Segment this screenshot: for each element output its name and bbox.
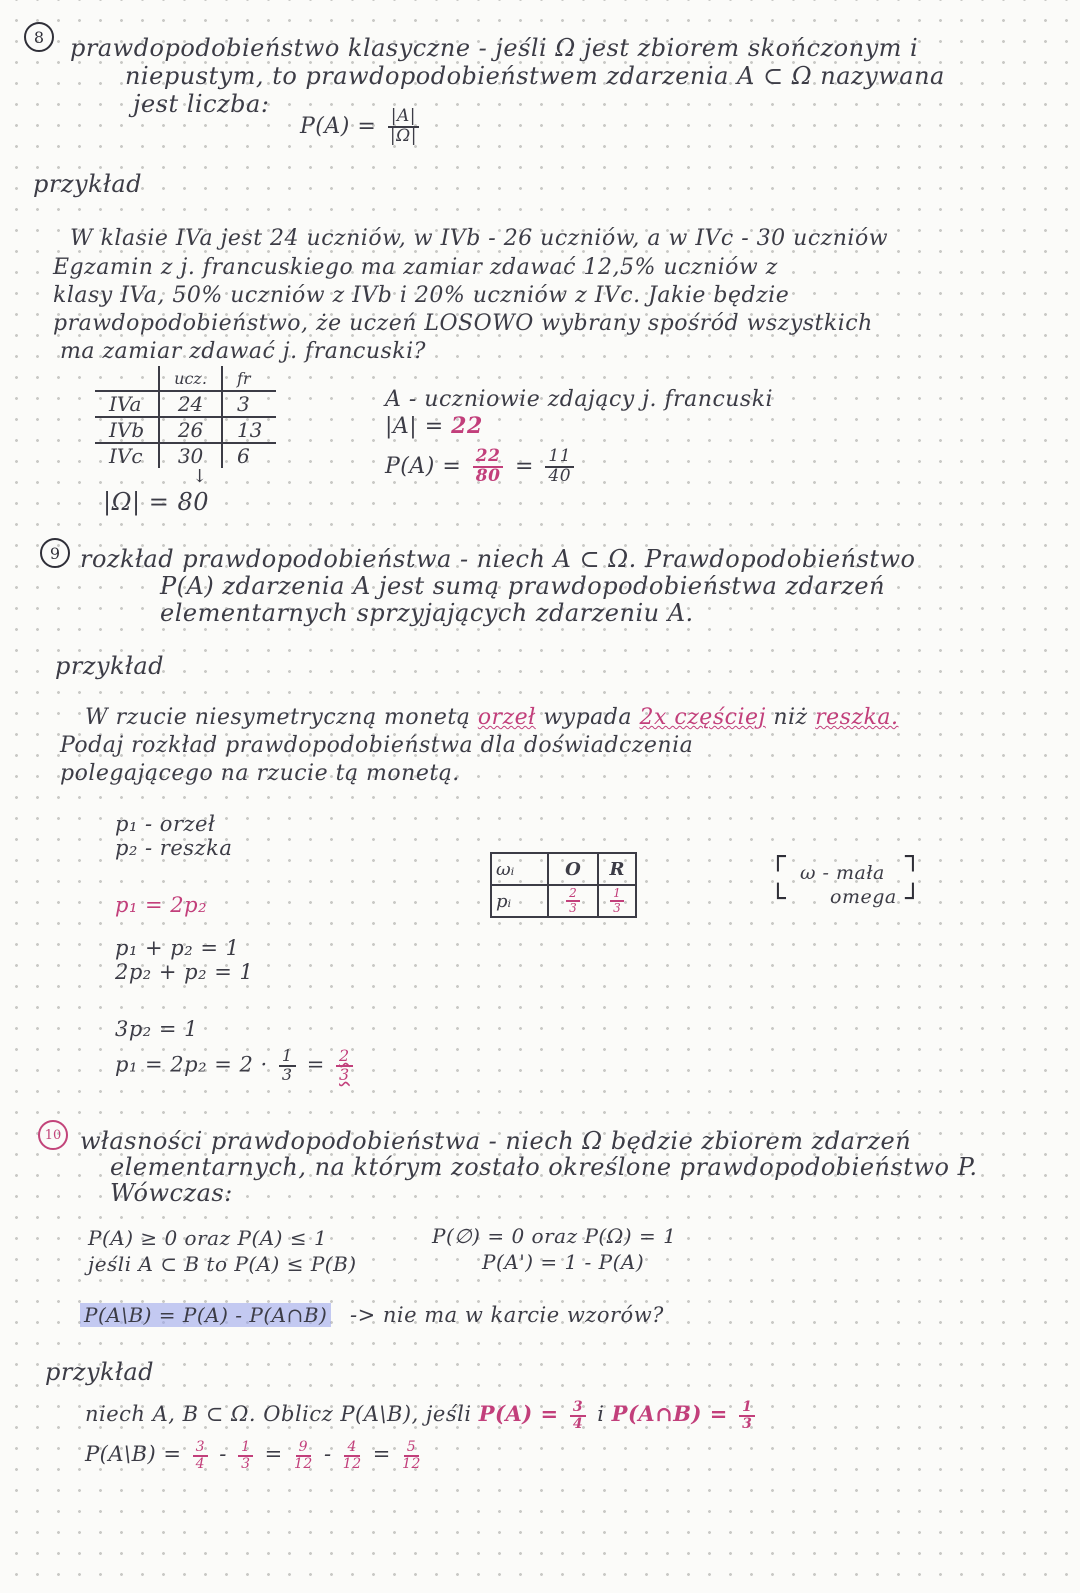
table-cell: IVa [95,391,159,417]
table-cell: O [548,853,598,885]
numerator: 2 [336,1048,353,1067]
twice-more-often: 2x częściej [639,705,766,730]
bracket-bottom-left: └ [770,884,786,914]
equation-d: 3p₂ = 1 [115,1017,199,1041]
table-cell: pᵢ [491,885,548,917]
example-3-heading: przykład [45,1358,155,1386]
equation-c: 2p₂ + p₂ = 1 [115,960,254,984]
table-cell: ωᵢ [491,853,548,885]
omega-note-1: ω - mała [800,862,885,884]
numerator: 1 [238,1440,253,1457]
section-number-8: 8 [24,22,54,52]
table-cell: 26 [159,417,222,443]
ex3-task-prefix: niech A, B ⊂ Ω. Oblicz P(A\B), jeśli [85,1402,472,1427]
omega-note-2: omega [830,886,897,908]
ex1-line-3: klasy IVa, 50% uczniów z IVb i 20% uczniów z IVc. Jakie będzie [53,283,790,308]
ex3-task [85,1400,759,1431]
denominator: 3 [281,1064,293,1084]
ex2-line1-mid: wypada [543,705,632,730]
prob-fraction-1 [473,448,504,486]
p2-definition: p₂ - reszka [115,836,233,860]
def8-formula [300,108,423,146]
prob-fraction-2 [545,448,574,486]
given-2-fraction [739,1400,755,1431]
minus: - [219,1442,227,1467]
equation-b: p₁ + p₂ = 1 [115,936,240,960]
property-4: P(A') = 1 - P(A) [482,1250,645,1274]
numerator: 5 [404,1440,419,1457]
sol-fraction-1 [193,1440,208,1471]
table-cell: 13 [222,417,276,443]
numerator: 1 [279,1048,296,1067]
numerator: 2 [566,887,580,902]
given-2-lhs: P(A∩B) = [611,1401,728,1427]
highlighted-formula: P(A\B) = P(A) - P(A∩B) [80,1303,331,1327]
denominator: 3 [339,1064,350,1084]
solution-lhs: P(A\B) = [85,1442,182,1467]
sol-fraction-4 [343,1440,362,1471]
def8-line-3: jest liczba: [133,90,270,118]
bracket-bottom-right: ┘ [905,884,921,914]
ex1-line-1: W klasie IVa jest 24 uczniów, w IVb - 26 uczniów, a w IVc - 30 uczniów [70,226,889,251]
sol-fraction-3 [294,1440,313,1471]
prob-lhs: P(A) = [385,453,462,479]
example-2-heading: przykład [55,652,165,680]
formula-lhs: P(A) = [300,113,377,139]
table-cell: R [598,853,636,885]
equals: = [372,1442,391,1467]
down-arrow: ↓ [192,466,208,487]
table-header: fr [222,366,276,391]
def10-line-1: własności prawdopodobieństwa - niech Ω będzie zbiorem zdarzeń [80,1127,912,1155]
event-cardinality [385,413,483,439]
ex2-line1-prefix: W rzucie niesymetryczną monetą [85,705,471,730]
def8-line-2: niepustym, to prawdopodobieństwem zdarzenia A ⊂ Ω nazywana [125,62,945,90]
table-cell: 30 [159,443,222,468]
bracket-top-left: ┌ [770,842,786,872]
reszka-word: reszka. [815,705,899,730]
ex1-line-2: Egzamin z j. francuskiego ma zamiar zdawać 12,5% uczniów z [53,255,778,280]
ex3-solution [85,1440,425,1471]
section-number-10: 10 [38,1120,68,1150]
distribution-table [490,852,637,918]
property-3: jeśli A ⊂ B to P(A) ≤ P(B) [88,1252,357,1276]
numerator: 11 [545,448,574,468]
denominator: 12 [402,1455,421,1472]
table-cell: 3 [222,391,276,417]
ex2-line1-than: niż [773,705,808,730]
denominator: 4 [572,1415,584,1432]
eq-e-fraction [279,1048,296,1084]
section-number-9: 9 [40,538,70,568]
def9-line-3: elementarnych sprzyjających zdarzeniu A. [160,599,694,627]
table-cell: 6 [236,444,250,468]
table-header [95,366,159,391]
p1-definition: p₁ - orzeł [115,812,216,836]
table-row [95,391,276,417]
denominator: 3 [742,1415,753,1432]
def10-line-2: elementarnych, na którym zostało określone prawdopodobieństwo P. [110,1153,978,1181]
table-cell: IVc [95,443,159,468]
numerator: 1 [610,887,624,902]
equals: = [514,453,534,479]
given-1-fraction [570,1400,586,1431]
omega-cardinality: |Ω| = 80 [103,488,209,516]
table-row [95,443,276,468]
table-row [491,885,636,917]
ex1-line-5: ma zamiar zdawać j. francuski? [60,339,426,364]
minus: - [323,1442,332,1467]
orzel-word: orzeł [477,705,536,730]
equation-a: p₁ = 2p₂ [115,893,208,917]
property-1: P(A) ≥ 0 oraz P(A) ≤ 1 [88,1226,328,1250]
def9-line-2: P(A) zdarzenia A jest sumą prawdopodobieństwa zdarzeń [160,572,886,600]
numerator: 1 [739,1400,755,1417]
denominator: 40 [548,465,572,486]
bracket-top-right: ┐ [905,842,921,872]
equals: = [264,1442,283,1467]
event-card-value: 22 [451,413,483,439]
denominator: 80 [475,465,501,486]
denominator: 12 [293,1455,313,1472]
ex2-line-1 [85,705,898,730]
difference-formula [80,1303,331,1327]
numerator: 3 [570,1400,586,1417]
property-2: P(∅) = 0 oraz P(Ω) = 1 [432,1224,677,1248]
numerator: 4 [344,1440,359,1457]
ex1-line-4: prawdopodobieństwo, że uczeń LOSOWO wybrany spośród wszystkich [53,311,873,336]
event-card-label: |A| = [385,414,444,439]
given-1-lhs: P(A) = [478,1401,559,1427]
numerator: 3 [193,1440,208,1457]
denominator: 3 [241,1455,251,1472]
eq-e-prefix: p₁ = 2p₂ = 2 · [115,1052,275,1077]
class-table [95,366,276,468]
numerator: 22 [473,448,504,468]
table-row [95,417,276,443]
denominator: 12 [342,1455,362,1472]
def8-line-1: prawdopodobieństwo klasyczne - jeśli Ω jest zbiorem skończonym i [70,34,919,62]
numerator: 9 [296,1440,311,1457]
eq-e-result [336,1048,353,1084]
denominator: 4 [195,1455,206,1472]
sol-fraction-5 [402,1440,421,1471]
table-cell [548,885,598,917]
equation-e [115,1048,357,1084]
formula-numerator: |A| [388,108,419,128]
table-header: ucz. [159,366,222,391]
table-cell: 24 [159,391,222,417]
def10-line-3: Wówczas: [110,1179,233,1207]
table-row [491,853,636,885]
event-description: A - uczniowie zdający j. francuski [385,387,774,412]
table-cell [598,885,636,917]
formula-fraction [388,108,419,146]
formula-card-note: -> nie ma w karcie wzorów? [350,1303,664,1327]
ex2-line-2: Podaj rozkład prawdopodobieństwa dla doświadczenia [60,733,694,758]
ex2-line-3: polegającego na rzucie tą monetą. [60,761,460,786]
def9-line-1: rozkład prawdopodobieństwa - niech A ⊂ Ω. Prawdopodobieństwo [80,545,916,573]
formula-denominator: |Ω| [389,125,417,146]
and-word: i [597,1402,605,1427]
equals: = [306,1052,325,1077]
example-1-heading: przykład [33,170,143,198]
table-cell: IVb [95,417,159,443]
sol-fraction-2 [238,1440,253,1471]
denominator: 3 [613,901,621,915]
probability-result [385,448,578,486]
denominator: 3 [569,901,577,915]
